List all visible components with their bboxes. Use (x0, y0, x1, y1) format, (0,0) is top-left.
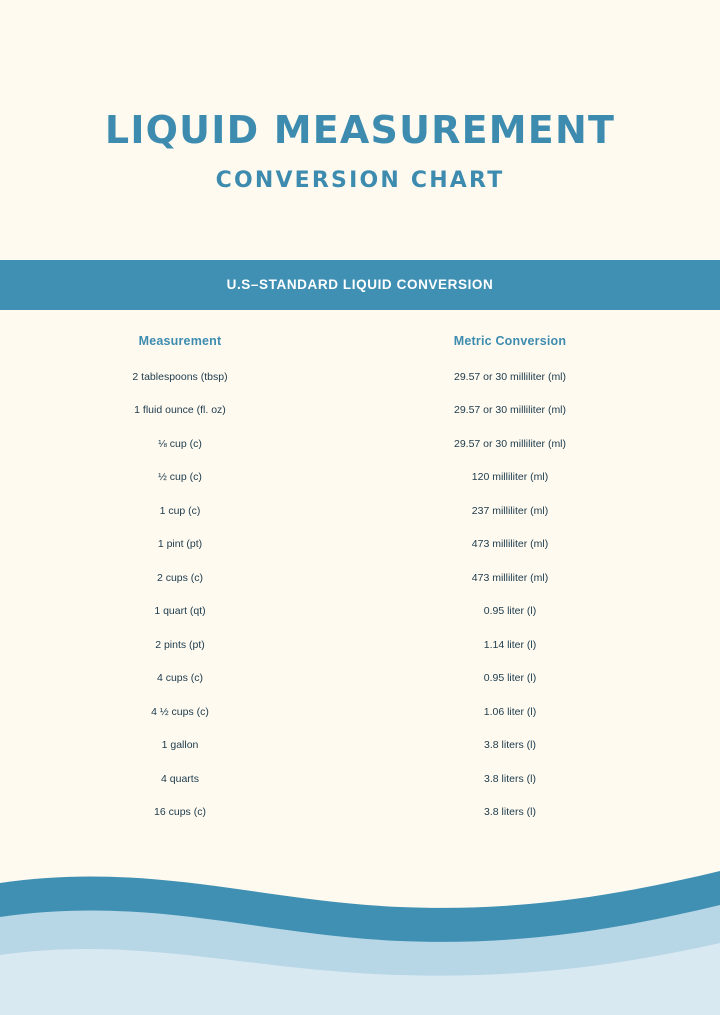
column-header-metric-conversion: Metric Conversion (453, 334, 567, 348)
table-row (0, 561, 720, 595)
cell-metric: 473 milliliter (ml) (471, 571, 549, 584)
cell-measurement: 2 cups (c) (156, 571, 204, 584)
table-header-row (0, 322, 720, 360)
wave-graphic (0, 855, 720, 1015)
page-subtitle: CONVERSION CHART (215, 168, 505, 193)
column-header-measurement: Measurement (138, 334, 222, 348)
cell-measurement: 1 gallon (161, 739, 199, 752)
page-title: LIQUID MEASUREMENT (104, 108, 616, 152)
cell-measurement: 1 cup (c) (159, 504, 201, 517)
section-band (0, 260, 720, 310)
table-row (0, 494, 720, 528)
cell-metric: 3.8 liters (l) (484, 739, 536, 752)
cell-measurement: 2 tablespoons (tbsp) (132, 370, 228, 383)
cell-measurement: 4 ½ cups (c) (151, 705, 209, 718)
cell-metric: 3.8 liters (l) (484, 806, 536, 819)
cell-measurement: 2 pints (pt) (155, 638, 205, 651)
cell-metric: 0.95 liter (l) (483, 605, 537, 618)
cell-measurement: ⅛ cup (c) (158, 437, 202, 450)
table-row (0, 628, 720, 662)
conversion-table (0, 322, 720, 829)
table-row (0, 762, 720, 796)
cell-measurement: 1 pint (pt) (157, 538, 203, 551)
section-title: U.S–STANDARD LIQUID CONVERSION (226, 277, 494, 292)
table-row (0, 394, 720, 428)
cell-metric: 473 milliliter (ml) (471, 538, 549, 551)
cell-metric: 0.95 liter (l) (483, 672, 537, 685)
cell-metric: 1.14 liter (l) (483, 638, 537, 651)
table-row (0, 595, 720, 629)
cell-measurement: 16 cups (c) (154, 806, 206, 819)
cell-metric: 237 milliliter (ml) (471, 504, 549, 517)
cell-measurement: ½ cup (c) (158, 471, 202, 484)
table-row (0, 360, 720, 394)
decorative-waves (0, 855, 720, 1015)
cell-metric: 120 milliliter (ml) (471, 471, 549, 484)
table-row (0, 729, 720, 763)
document-header (0, 0, 720, 258)
table-row (0, 427, 720, 461)
cell-metric: 1.06 liter (l) (483, 705, 537, 718)
cell-measurement: 4 cups (c) (156, 672, 204, 685)
cell-metric: 29.57 or 30 milliliter (ml) (453, 370, 567, 383)
cell-measurement: 1 fluid ounce (fl. oz) (134, 404, 226, 417)
table-row (0, 796, 720, 830)
cell-measurement: 4 quarts (161, 772, 199, 785)
table-row (0, 695, 720, 729)
table-row (0, 528, 720, 562)
cell-metric: 3.8 liters (l) (484, 772, 536, 785)
cell-measurement: 1 quart (qt) (154, 605, 206, 618)
table-row (0, 461, 720, 495)
cell-metric: 29.57 or 30 milliliter (ml) (453, 404, 567, 417)
table-row (0, 662, 720, 696)
cell-metric: 29.57 or 30 milliliter (ml) (453, 437, 567, 450)
